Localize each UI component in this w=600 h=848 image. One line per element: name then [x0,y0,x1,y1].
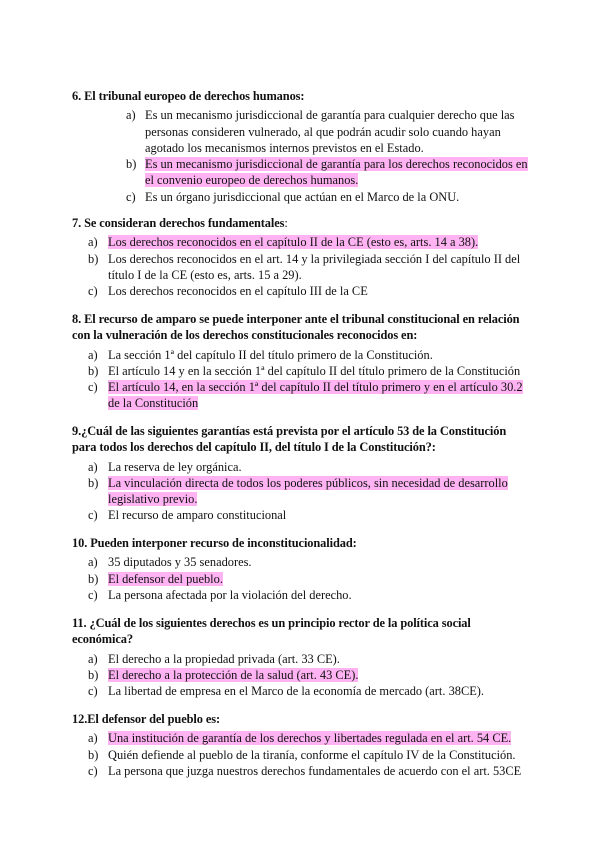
option-b-highlighted: b) Es un mecanismo jurisdiccional de garantía para los derechos reconocidos en el convenio europeo de derechos humanos. [126,157,528,188]
question-title: 8. El recurso de amparo se puede interponer ante el tribunal constitucional en relación con la vulneración de los derechos constitucionales reconocidos en: [72,312,520,343]
options-list [72,347,532,412]
option-a: a) La sección 1ª del capítulo II del título primero de la Constitución. [88,347,433,362]
question-11 [72,615,532,699]
options-list [72,730,532,779]
question-title: 10. Pueden interponer recurso de inconstitucionalidad: [72,536,357,550]
option-c: c) La libertad de empresa en el Marco de la economía de mercado (art. 38CE). [88,684,485,699]
option-b: b) Quién defiende al pueblo de la tiranía, conforme el capítulo IV de la Constitución. [88,747,516,762]
question-title: 11. ¿Cuál de los siguientes derechos es un principio rector de la política social económica? [72,616,471,647]
options-list [72,554,532,603]
options-list [72,459,532,524]
question-6 [72,88,532,205]
option-a: a) 35 diputados y 35 senadores. [88,555,252,570]
question-title: 12.El defensor del pueblo es: [72,712,220,726]
question-8 [72,311,532,412]
question-title: 9.¿Cuál de las siguientes garantías está prevista por el artículo 53 de la Constitución para todos los derechos del capítulo II, del título I de la Constitución?: [72,424,507,455]
option-a: a) El derecho a la propiedad privada (art. 33 CE). [88,651,340,666]
question-10 [72,535,532,603]
option-a-highlighted: a) Una institución de garantía de los derechos y libertades regulada en el art. 54 CE. [88,731,512,746]
option-b-highlighted: b) El defensor del pueblo. [88,571,223,586]
option-b: b) Los derechos reconocidos en el art. 14 y la privilegiada sección I del capítulo II del título I de la CE (esto es, arts. 15 a 29). [88,251,521,282]
options-list [72,107,532,205]
question-7 [72,215,532,299]
question-title: 7. Se consideran derechos fundamentales: [72,216,288,230]
options-list [72,651,532,700]
option-c: c) El recurso de amparo constitucional [88,508,287,523]
option-a-highlighted: a) Los derechos reconocidos en el capítulo II de la CE (esto es, arts. 14 a 38). [88,235,479,250]
options-list [72,234,532,299]
option-c: c) Los derechos reconocidos en el capítulo III de la CE [88,284,368,299]
question-9 [72,423,532,524]
option-c: c) Es un órgano jurisdiccional que actúan en el Marco de la ONU. [126,189,460,204]
option-b-highlighted: b) La vinculación directa de todos los poderes públicos, sin necesidad de desarrollo legislativo previo. [88,475,508,507]
option-c: c) La persona afectada por la violación del derecho. [88,587,352,602]
question-title: 6. El tribunal europeo de derechos humanos: [72,89,305,103]
option-a: a) La reserva de ley orgánica. [88,459,242,474]
option-b-highlighted: b) El derecho a la protección de la salud (art. 43 CE). [88,667,359,682]
option-b: b) El artículo 14 y en la sección 1ª del capítulo II del título primero de la Constitución [88,363,521,378]
option-c-highlighted: c) El artículo 14, en la sección 1ª del capítulo II del título primero y en el artículo 30.2 de la Constitución [88,380,523,411]
option-c: c) La persona que juzga nuestros derechos fundamentales de acuerdo con el art. 53CE [88,763,522,778]
question-12 [72,711,532,779]
option-a: a) Es un mecanismo jurisdiccional de garantía para cualquier derecho que las personas consideren vulnerado, al que podrán acudir solo cuando hayan agotado los mecanismos internos previstos en el Estado. [126,108,515,155]
